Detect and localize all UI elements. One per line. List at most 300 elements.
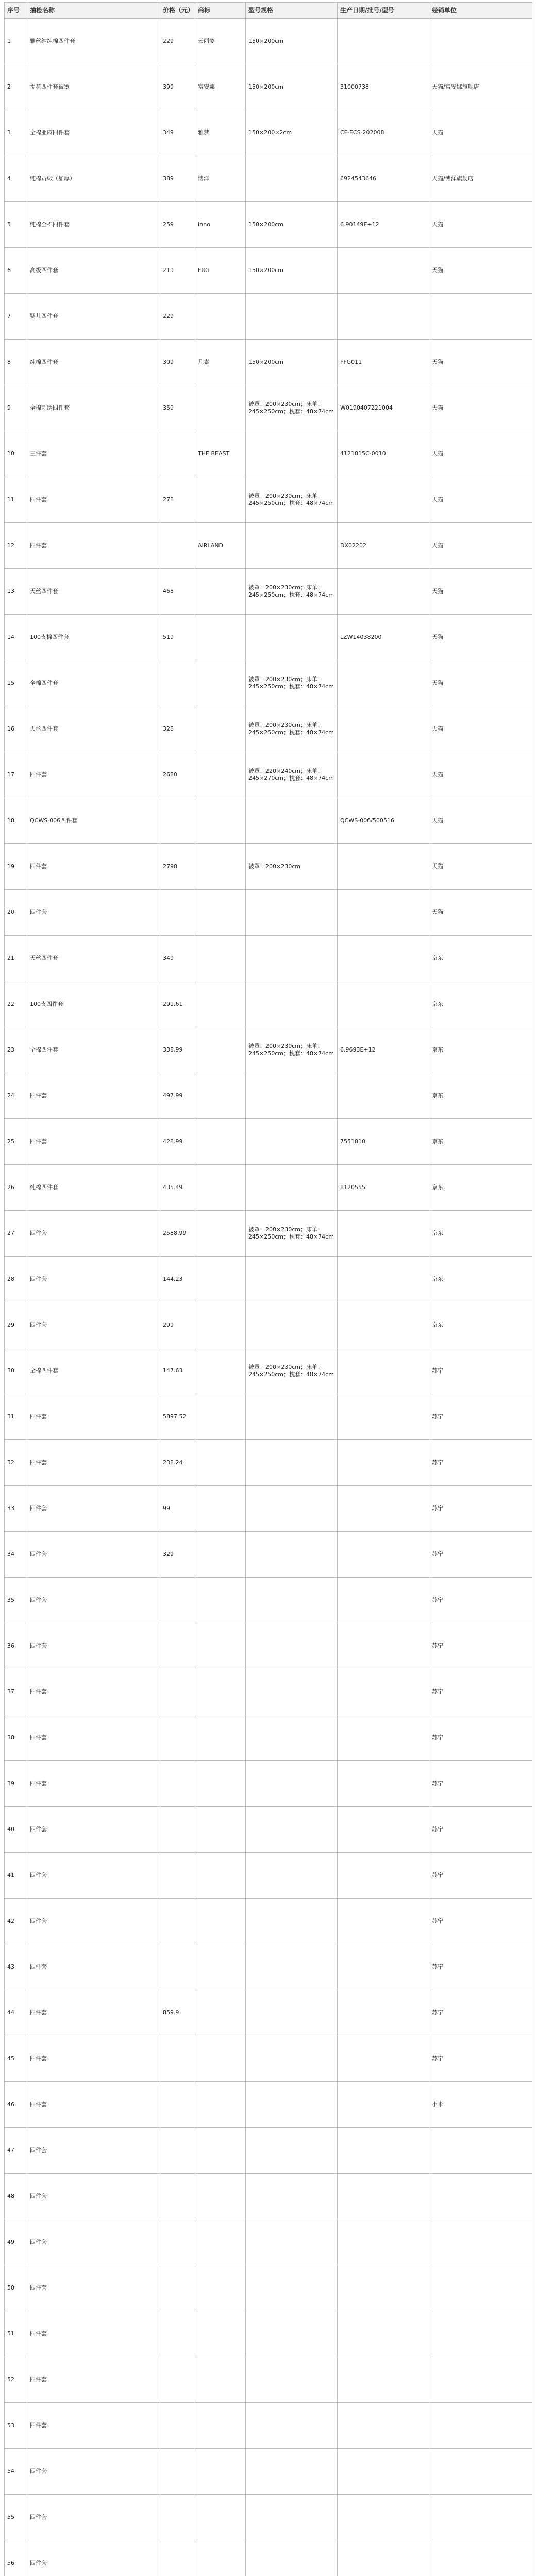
cell-brand: 博洋: [195, 156, 246, 202]
cell-price: [160, 890, 195, 936]
table-row: [5, 936, 532, 981]
cell-no: 42: [5, 1899, 27, 1944]
cell-spec: [246, 1715, 338, 1761]
cell-price: 468: [160, 569, 195, 615]
cell-brand: [195, 1257, 246, 1302]
cell-dealer: [429, 2449, 532, 2495]
cell-date: QCWS-006/500516: [338, 798, 429, 844]
cell-no: 23: [5, 1027, 27, 1073]
cell-spec: [246, 2357, 338, 2403]
cell-no: 31: [5, 1394, 27, 1440]
product-table: [4, 2, 532, 2576]
cell-name: 四件套: [27, 2495, 160, 2540]
cell-no: 7: [5, 294, 27, 340]
cell-name: 四件套: [27, 2128, 160, 2174]
cell-spec: 被罩：200×230cm；床单：245×250cm；枕套：48×74cm: [246, 1027, 338, 1073]
cell-date: [338, 890, 429, 936]
cell-no: 22: [5, 981, 27, 1027]
cell-brand: 雅梦: [195, 110, 246, 156]
cell-spec: [246, 1440, 338, 1486]
cell-date: [338, 1853, 429, 1899]
cell-price: [160, 523, 195, 569]
table-row: [5, 1348, 532, 1394]
cell-dealer: 苏宁: [429, 1669, 532, 1715]
cell-no: 45: [5, 2036, 27, 2082]
table-row: [5, 1257, 532, 1302]
cell-brand: [195, 2357, 246, 2403]
cell-spec: [246, 1853, 338, 1899]
cell-dealer: 天猫: [429, 660, 532, 706]
cell-name: 三件套: [27, 431, 160, 477]
cell-price: 278: [160, 477, 195, 523]
table-row: [5, 1944, 532, 1990]
cell-no: 27: [5, 1211, 27, 1257]
cell-price: 435.49: [160, 1165, 195, 1211]
cell-name: 四件套: [27, 1440, 160, 1486]
cell-dealer: 苏宁: [429, 1532, 532, 1578]
table-row: [5, 2265, 532, 2311]
cell-dealer: 小米: [429, 2082, 532, 2128]
cell-spec: [246, 1990, 338, 2036]
cell-price: 859.9: [160, 1990, 195, 2036]
cell-name: 四件套: [27, 2265, 160, 2311]
cell-spec: [246, 1669, 338, 1715]
cell-price: [160, 1761, 195, 1807]
cell-name: 全棉刺绣四件套: [27, 385, 160, 431]
cell-no: 26: [5, 1165, 27, 1211]
cell-brand: [195, 569, 246, 615]
cell-date: [338, 1944, 429, 1990]
cell-name: 天丝四件套: [27, 936, 160, 981]
cell-brand: [195, 2449, 246, 2495]
cell-date: 6924543646: [338, 156, 429, 202]
cell-spec: [246, 2495, 338, 2540]
table-row: [5, 752, 532, 798]
cell-price: 328: [160, 706, 195, 752]
cell-date: DX02202: [338, 523, 429, 569]
cell-name: 四件套: [27, 1119, 160, 1165]
table-row: [5, 1669, 532, 1715]
cell-spec: 被罩：200×230cm；床单：245×250cm；枕套：48×74cm: [246, 569, 338, 615]
cell-spec: [246, 1394, 338, 1440]
cell-spec: [246, 798, 338, 844]
cell-date: 7551810: [338, 1119, 429, 1165]
cell-spec: [246, 2128, 338, 2174]
cell-brand: [195, 1394, 246, 1440]
cell-date: [338, 752, 429, 798]
cell-dealer: 苏宁: [429, 1623, 532, 1669]
cell-brand: [195, 1669, 246, 1715]
table-row: [5, 2495, 532, 2540]
cell-dealer: 天猫: [429, 798, 532, 844]
cell-name: 四件套: [27, 2540, 160, 2576]
cell-price: 238.24: [160, 1440, 195, 1486]
table-row: [5, 1761, 532, 1807]
table-row: [5, 660, 532, 706]
cell-dealer: [429, 2495, 532, 2540]
cell-date: [338, 1761, 429, 1807]
cell-date: [338, 2219, 429, 2265]
cell-dealer: 苏宁: [429, 1761, 532, 1807]
cell-price: [160, 660, 195, 706]
cell-date: LZW14038200: [338, 615, 429, 660]
cell-brand: [195, 477, 246, 523]
cell-dealer: 苏宁: [429, 1853, 532, 1899]
cell-price: [160, 2403, 195, 2449]
cell-price: [160, 2219, 195, 2265]
cell-spec: [246, 2540, 338, 2576]
table-row: [5, 2219, 532, 2265]
col-header-name: 抽检名称: [27, 3, 160, 19]
table-row: [5, 1578, 532, 1623]
cell-name: 纯棉四件套: [27, 1165, 160, 1211]
cell-dealer: [429, 294, 532, 340]
cell-spec: [246, 2082, 338, 2128]
cell-name: 纯棉贡缎（加厚）: [27, 156, 160, 202]
cell-no: 24: [5, 1073, 27, 1119]
cell-date: [338, 477, 429, 523]
cell-price: [160, 1669, 195, 1715]
cell-price: 428.99: [160, 1119, 195, 1165]
cell-price: 349: [160, 110, 195, 156]
cell-name: 纯棉全棉四件套: [27, 202, 160, 248]
cell-spec: 150×200cm: [246, 64, 338, 110]
cell-brand: [195, 1027, 246, 1073]
cell-brand: [195, 2540, 246, 2576]
cell-brand: Inno: [195, 202, 246, 248]
cell-date: W0190407221004: [338, 385, 429, 431]
cell-spec: 被罩：200×230cm；床单：245×250cm；枕套：48×74cm: [246, 385, 338, 431]
table-row: [5, 19, 532, 64]
cell-dealer: [429, 2403, 532, 2449]
cell-name: 四件套: [27, 1532, 160, 1578]
cell-no: 19: [5, 844, 27, 890]
table-row: [5, 1899, 532, 1944]
cell-brand: [195, 385, 246, 431]
cell-date: [338, 248, 429, 294]
cell-name: 四件套: [27, 2082, 160, 2128]
cell-brand: [195, 2403, 246, 2449]
cell-name: 提花四件套被罩: [27, 64, 160, 110]
cell-no: 53: [5, 2403, 27, 2449]
cell-spec: [246, 2174, 338, 2219]
cell-price: [160, 2311, 195, 2357]
table-row: [5, 2449, 532, 2495]
cell-no: 17: [5, 752, 27, 798]
cell-name: 四件套: [27, 1486, 160, 1532]
cell-brand: [195, 1715, 246, 1761]
table-row: [5, 248, 532, 294]
table-body: [5, 19, 532, 2576]
cell-date: CF-ECS-202008: [338, 110, 429, 156]
col-header-no: 序号: [5, 3, 27, 19]
cell-brand: [195, 1761, 246, 1807]
table-row: [5, 706, 532, 752]
cell-name: 四件套: [27, 1715, 160, 1761]
cell-date: [338, 569, 429, 615]
cell-dealer: 天猫: [429, 523, 532, 569]
cell-name: 四件套: [27, 1899, 160, 1944]
cell-spec: [246, 2449, 338, 2495]
cell-date: [338, 1899, 429, 1944]
table-row: [5, 1027, 532, 1073]
col-header-price: 价格（元）: [160, 3, 195, 19]
cell-date: [338, 844, 429, 890]
cell-spec: 被罩：200×230cm；床单：245×250cm；枕套：48×74cm: [246, 706, 338, 752]
cell-no: 51: [5, 2311, 27, 2357]
cell-spec: 被罩：200×230cm；床单：245×250cm；枕套：48×74cm: [246, 1348, 338, 1394]
cell-name: 全棉四件套: [27, 1348, 160, 1394]
cell-price: 299: [160, 1302, 195, 1348]
cell-dealer: 天猫: [429, 569, 532, 615]
cell-price: [160, 1807, 195, 1853]
cell-date: [338, 2403, 429, 2449]
cell-no: 37: [5, 1669, 27, 1715]
cell-spec: [246, 1899, 338, 1944]
cell-price: [160, 1623, 195, 1669]
cell-brand: [195, 752, 246, 798]
cell-dealer: 京东: [429, 1073, 532, 1119]
cell-spec: [246, 1532, 338, 1578]
cell-dealer: [429, 2219, 532, 2265]
cell-spec: [246, 615, 338, 660]
cell-name: 雅丝纳纯棉四件套: [27, 19, 160, 64]
table-row: [5, 2357, 532, 2403]
table-row: [5, 1990, 532, 2036]
table-header-row: [5, 3, 532, 19]
cell-spec: 150×200cm: [246, 340, 338, 385]
cell-date: [338, 19, 429, 64]
table-row: [5, 1807, 532, 1853]
cell-date: 6.90149E+12: [338, 202, 429, 248]
cell-dealer: 苏宁: [429, 1440, 532, 1486]
cell-dealer: 苏宁: [429, 1348, 532, 1394]
table-row: [5, 890, 532, 936]
cell-date: [338, 2128, 429, 2174]
cell-brand: [195, 1440, 246, 1486]
cell-brand: THE BEAST: [195, 431, 246, 477]
cell-no: 49: [5, 2219, 27, 2265]
cell-brand: [195, 1165, 246, 1211]
cell-no: 18: [5, 798, 27, 844]
cell-no: 36: [5, 1623, 27, 1669]
cell-date: [338, 1532, 429, 1578]
cell-spec: [246, 2036, 338, 2082]
cell-brand: [195, 1302, 246, 1348]
cell-price: 359: [160, 385, 195, 431]
cell-spec: [246, 2311, 338, 2357]
cell-name: 四件套: [27, 2403, 160, 2449]
cell-price: [160, 2174, 195, 2219]
cell-price: [160, 1578, 195, 1623]
cell-spec: [246, 2219, 338, 2265]
cell-price: 519: [160, 615, 195, 660]
cell-name: 四件套: [27, 1073, 160, 1119]
table-row: [5, 294, 532, 340]
cell-price: 309: [160, 340, 195, 385]
cell-name: 四件套: [27, 1257, 160, 1302]
cell-spec: [246, 1807, 338, 1853]
cell-date: [338, 1348, 429, 1394]
cell-name: 四件套: [27, 1853, 160, 1899]
cell-name: 全棉四件套: [27, 660, 160, 706]
cell-name: 四件套: [27, 2036, 160, 2082]
cell-name: 100支四件套: [27, 981, 160, 1027]
cell-spec: [246, 890, 338, 936]
cell-date: [338, 2311, 429, 2357]
cell-date: 8120555: [338, 1165, 429, 1211]
cell-dealer: 天猫: [429, 890, 532, 936]
cell-price: [160, 2357, 195, 2403]
cell-date: [338, 1257, 429, 1302]
cell-dealer: [429, 2128, 532, 2174]
cell-spec: [246, 1486, 338, 1532]
cell-brand: 云丽姿: [195, 19, 246, 64]
table-row: [5, 1302, 532, 1348]
cell-name: 全棉亚麻四件套: [27, 110, 160, 156]
cell-spec: 150×200cm: [246, 19, 338, 64]
cell-price: 259: [160, 202, 195, 248]
cell-dealer: 苏宁: [429, 1899, 532, 1944]
table-row: [5, 2128, 532, 2174]
cell-no: 15: [5, 660, 27, 706]
cell-dealer: 天猫: [429, 844, 532, 890]
col-header-brand: 商标: [195, 3, 246, 19]
cell-price: [160, 2495, 195, 2540]
cell-spec: 被罩：200×230cm；床单：245×250cm；枕套：48×74cm: [246, 660, 338, 706]
cell-name: 全棉四件套: [27, 1027, 160, 1073]
cell-no: 14: [5, 615, 27, 660]
cell-dealer: 苏宁: [429, 1944, 532, 1990]
cell-brand: [195, 1807, 246, 1853]
cell-no: 20: [5, 890, 27, 936]
cell-spec: 被罩：200×230cm；床单：245×250cm；枕套：48×74cm: [246, 477, 338, 523]
cell-brand: [195, 1119, 246, 1165]
table-row: [5, 844, 532, 890]
cell-name: 四件套: [27, 844, 160, 890]
cell-brand: [195, 1853, 246, 1899]
cell-price: 497.99: [160, 1073, 195, 1119]
table-row: [5, 2036, 532, 2082]
cell-no: 8: [5, 340, 27, 385]
cell-dealer: [429, 2174, 532, 2219]
cell-dealer: 天猫: [429, 706, 532, 752]
cell-dealer: 天猫: [429, 431, 532, 477]
cell-no: 47: [5, 2128, 27, 2174]
cell-name: 高级四件套: [27, 248, 160, 294]
table-row: [5, 798, 532, 844]
cell-name: 四件套: [27, 1394, 160, 1440]
cell-dealer: [429, 2311, 532, 2357]
cell-dealer: 苏宁: [429, 1486, 532, 1532]
cell-no: 5: [5, 202, 27, 248]
cell-no: 1: [5, 19, 27, 64]
cell-spec: [246, 981, 338, 1027]
cell-no: 9: [5, 385, 27, 431]
cell-date: [338, 1807, 429, 1853]
cell-spec: 被罩：220×240cm；床单：245×270cm；枕套：48×74cm: [246, 752, 338, 798]
cell-brand: [195, 2174, 246, 2219]
cell-price: 2798: [160, 844, 195, 890]
cell-spec: 被罩：200×230cm: [246, 844, 338, 890]
col-header-spec: 型号规格: [246, 3, 338, 19]
cell-no: 32: [5, 1440, 27, 1486]
cell-name: 四件套: [27, 1578, 160, 1623]
cell-date: [338, 2036, 429, 2082]
cell-name: 四件套: [27, 752, 160, 798]
table-row: [5, 2174, 532, 2219]
cell-spec: 150×200cm: [246, 248, 338, 294]
cell-date: [338, 1211, 429, 1257]
table-row: [5, 477, 532, 523]
cell-dealer: [429, 2540, 532, 2576]
cell-name: 天丝四件套: [27, 706, 160, 752]
cell-dealer: 苏宁: [429, 1578, 532, 1623]
table-row: [5, 2540, 532, 2576]
cell-date: [338, 936, 429, 981]
cell-spec: 150×200×2cm: [246, 110, 338, 156]
cell-price: [160, 1853, 195, 1899]
cell-date: 31000738: [338, 64, 429, 110]
table-row: [5, 569, 532, 615]
cell-spec: [246, 1165, 338, 1211]
cell-no: 39: [5, 1761, 27, 1807]
cell-no: 25: [5, 1119, 27, 1165]
cell-brand: [195, 1944, 246, 1990]
cell-dealer: 京东: [429, 1027, 532, 1073]
cell-price: [160, 1899, 195, 1944]
cell-no: 28: [5, 1257, 27, 1302]
cell-brand: [195, 844, 246, 890]
cell-date: [338, 1669, 429, 1715]
cell-brand: [195, 2495, 246, 2540]
cell-name: 四件套: [27, 1807, 160, 1853]
cell-spec: [246, 156, 338, 202]
cell-no: 16: [5, 706, 27, 752]
table-row: [5, 1486, 532, 1532]
cell-name: 四件套: [27, 477, 160, 523]
cell-brand: [195, 798, 246, 844]
cell-date: [338, 2495, 429, 2540]
cell-no: 30: [5, 1348, 27, 1394]
table-row: [5, 64, 532, 110]
cell-no: 21: [5, 936, 27, 981]
table-row: [5, 2082, 532, 2128]
table-row: [5, 1211, 532, 1257]
cell-date: 4121815C-0010: [338, 431, 429, 477]
table-row: [5, 1853, 532, 1899]
cell-brand: [195, 981, 246, 1027]
cell-brand: [195, 936, 246, 981]
cell-name: 四件套: [27, 1669, 160, 1715]
cell-price: 219: [160, 248, 195, 294]
cell-dealer: 天猫: [429, 615, 532, 660]
cell-price: [160, 2540, 195, 2576]
cell-dealer: 天猫/博洋旗舰店: [429, 156, 532, 202]
cell-name: 婴儿四件套: [27, 294, 160, 340]
cell-brand: [195, 615, 246, 660]
cell-dealer: 天猫: [429, 752, 532, 798]
cell-spec: 150×200cm: [246, 202, 338, 248]
cell-spec: [246, 1073, 338, 1119]
cell-date: [338, 2449, 429, 2495]
cell-no: 2: [5, 64, 27, 110]
cell-no: 12: [5, 523, 27, 569]
cell-date: [338, 1990, 429, 2036]
cell-no: 33: [5, 1486, 27, 1532]
cell-spec: 被罩：200×230cm；床单：245×250cm；枕套：48×74cm: [246, 1211, 338, 1257]
table-row: [5, 156, 532, 202]
